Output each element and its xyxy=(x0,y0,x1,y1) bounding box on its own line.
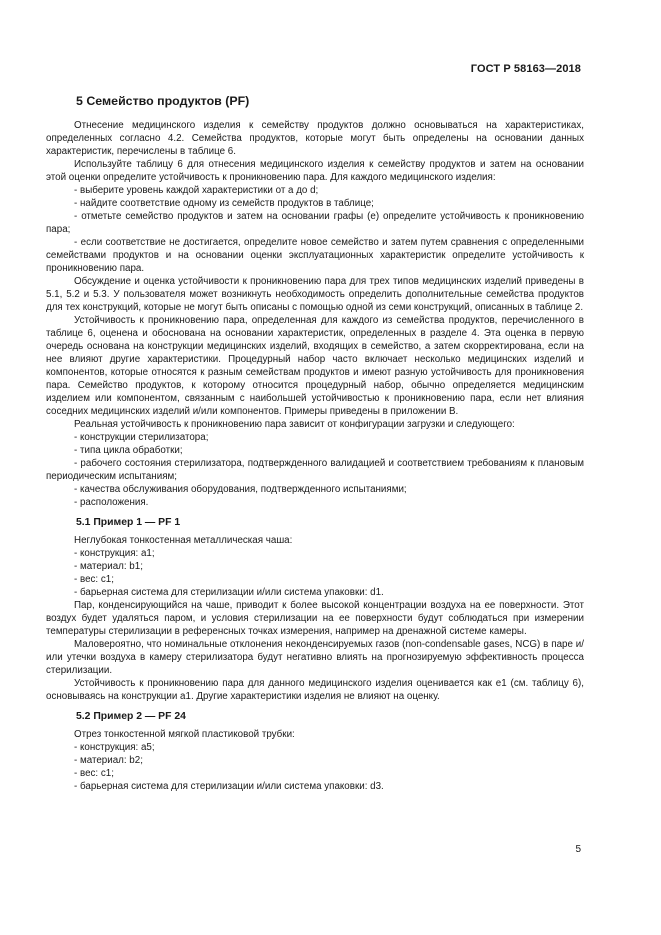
paragraph: Устойчивость к проникновению пара для данного медицинского изделия оценивается как e1 (см. таблицу 6), основываясь на конструкции a1. Другие характеристики изделия не влияют на оценку. xyxy=(46,678,584,702)
paragraph: Маловероятно, что номинальные отклонения неконденсируемых газов (non-condensable gases, NCG) в паре и/или утечки воздуха в камеру стерилизатора будут негативно влиять на прогнозируемую эффективность процесса стерилизации. xyxy=(46,639,584,676)
paragraph: Пар, конденсирующийся на чаше, приводит к более высокой концентрации воздуха на ее поверхности. Этот воздух будет удаляться паром, и условия стерилизации на ее поверхности будут соблюдаться при измерении температуры стерилизации в референсных точках измерения, например на дренажной системе камеры. xyxy=(46,600,584,637)
paragraph: Реальная устойчивость к проникновению пара зависит от конфигурации загрузки и следующего: xyxy=(74,419,515,430)
list-item: - выберите уровень каждой характеристики от a до d; xyxy=(74,185,319,196)
list-item: - материал: b1; xyxy=(74,561,143,572)
list-item: - материал: b2; xyxy=(74,755,143,766)
list-item: - найдите соответствие одному из семейств продуктов в таблице; xyxy=(74,198,374,209)
list-item: - отметьте семейство продуктов и затем на основании графы (e) определите устойчивость к проникновению пара; xyxy=(46,211,584,235)
section-title: 5 Семейство продуктов (PF) xyxy=(76,94,250,108)
list-item: - если соответствие не достигается, определите новое семейство и затем путем сравнения с определенными семействами продуктов и на основании оценки эксплуатационных характеристик определите устойчивость к проникновению пара. xyxy=(46,237,584,274)
list-item: - расположения. xyxy=(74,497,149,508)
list-item: - вес: c1; xyxy=(74,574,114,585)
paragraph: Обсуждение и оценка устойчивости к проникновению пара для трех типов медицинских изделий приведены в 5.1, 5.2 и 5.3. У пользователя может возникнуть необходимость определить дополнительные семейства продуктов для тех конструкций, которые не могут быть описаны с помощью одной из семи конструкций, описанных в таблице 2. xyxy=(46,276,584,313)
list-item: - конструкция: a5; xyxy=(74,742,155,753)
subsection-title: 5.1 Пример 1 — PF 1 xyxy=(76,517,181,528)
list-item: - качества обслуживания оборудования, подтвержденного испытаниями; xyxy=(74,484,407,495)
list-item: - вес: c1; xyxy=(74,768,114,779)
page-content xyxy=(46,94,584,793)
list-item: - барьерная система для стерилизации и/или система упаковки: d3. xyxy=(74,781,384,792)
list-item: - рабочего состояния стерилизатора, подтвержденного валидацией и соответствием требованиям к плановым периодическим испытаниям; xyxy=(46,458,584,482)
paragraph: Отрез тонкостенной мягкой пластиковой трубки: xyxy=(74,729,295,740)
list-item: - типа цикла обработки; xyxy=(74,445,183,456)
subsection-title: 5.2 Пример 2 — PF 24 xyxy=(76,711,186,722)
paragraph: Отнесение медицинского изделия к семейству продуктов должно основываться на характеристиках, определенных согласно 4.2. Семейства продуктов, которые могут быть определены на основании данных характеристик, перечислены в таблице 6. xyxy=(46,120,584,157)
list-item: - барьерная система для стерилизации и/или система упаковки: d1. xyxy=(74,587,384,598)
paragraph: Используйте таблицу 6 для отнесения медицинского изделия к семейству продуктов и затем на основании этой оценки определите устойчивость к проникновению пара. Для каждого медицинского изделия: xyxy=(46,159,584,183)
list-item: - конструкции стерилизатора; xyxy=(74,432,209,443)
paragraph: Неглубокая тонкостенная металлическая чаша: xyxy=(74,535,293,546)
list-item: - конструкция: a1; xyxy=(74,548,155,559)
paragraph: Устойчивость к проникновению пара, определенная для каждого из семейства продуктов, перечисленного в таблице 6, оценена и обоснована на основании характеристик, определенных в разделе 4. Эта оценка в первую очередь основана на конструкции медицинских изделий, входящих в семейство, а затем скорректирована, если на нее влияют другие характеристики. Процедурный набор часто включает несколько медицинских изделий и компонентов, которые относятся к разным семействам продуктов и имеют разную устойчивость для проникновения пара. Семейство продуктов, к которому относится процедурный набор, обычно определяется медицинским изделием или компонентом, связанным с наибольшей устойчивостью к проникновению пара, если нет влияния соседних медицинских изделий и/или компонентов. Примеры приведены в приложении В. xyxy=(46,315,584,417)
page-number: 5 xyxy=(575,844,581,855)
document-standard-number: ГОСТ Р 58163—2018 xyxy=(470,63,581,75)
